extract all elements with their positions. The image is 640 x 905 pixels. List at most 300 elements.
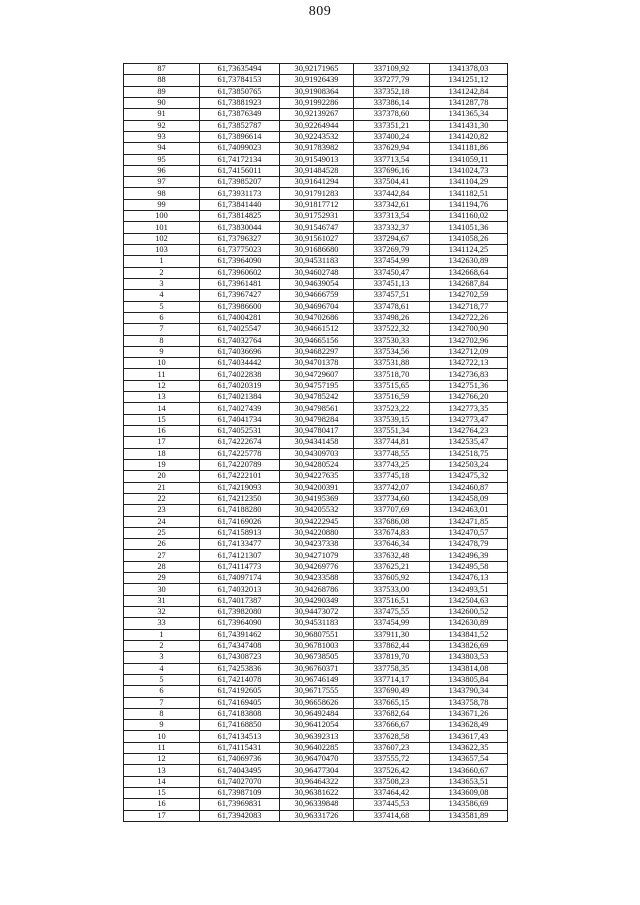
- x-coordinate-cell: 337666,67: [354, 720, 430, 731]
- table-row: [124, 573, 508, 584]
- y-coordinate-cell: 1341365,34: [430, 109, 508, 120]
- y-coordinate-cell: 1342470,57: [430, 527, 508, 538]
- point-number-cell: 11: [124, 742, 200, 753]
- table-row: [124, 245, 508, 256]
- table-row: [124, 561, 508, 572]
- latitude-cell: 61,73969831: [200, 799, 280, 810]
- x-coordinate-cell: 337516,51: [354, 595, 430, 606]
- y-coordinate-cell: 1343622,35: [430, 742, 508, 753]
- point-number-cell: 15: [124, 414, 200, 425]
- latitude-cell: 61,74115431: [200, 742, 280, 753]
- point-number-cell: 4: [124, 663, 200, 674]
- y-coordinate-cell: 1342751,36: [430, 380, 508, 391]
- table-row: [124, 595, 508, 606]
- point-number-cell: 13: [124, 765, 200, 776]
- latitude-cell: 61,74158913: [200, 527, 280, 538]
- longitude-cell: 30,94696704: [280, 301, 354, 312]
- latitude-cell: 61,74133477: [200, 539, 280, 550]
- table-row: [124, 516, 508, 527]
- y-coordinate-cell: 1342722,26: [430, 312, 508, 323]
- point-number-cell: 5: [124, 301, 200, 312]
- table-row: [124, 267, 508, 278]
- point-number-cell: 90: [124, 97, 200, 108]
- point-number-cell: 27: [124, 550, 200, 561]
- longitude-cell: 30,96738505: [280, 652, 354, 663]
- table-row: [124, 154, 508, 165]
- y-coordinate-cell: 1342718,77: [430, 301, 508, 312]
- point-number-cell: 11: [124, 369, 200, 380]
- point-number-cell: 12: [124, 380, 200, 391]
- x-coordinate-cell: 337464,42: [354, 788, 430, 799]
- y-coordinate-cell: 1342518,75: [430, 448, 508, 459]
- table-row: [124, 731, 508, 742]
- point-number-cell: 26: [124, 539, 200, 550]
- longitude-cell: 30,96331726: [280, 810, 354, 821]
- point-number-cell: 95: [124, 154, 200, 165]
- point-number-cell: 1: [124, 256, 200, 267]
- table-row: [124, 697, 508, 708]
- x-coordinate-cell: 337351,21: [354, 120, 430, 131]
- point-number-cell: 10: [124, 731, 200, 742]
- x-coordinate-cell: 337551,34: [354, 426, 430, 437]
- point-number-cell: 87: [124, 64, 200, 75]
- latitude-cell: 61,73964090: [200, 256, 280, 267]
- table-row: [124, 437, 508, 448]
- point-number-cell: 22: [124, 493, 200, 504]
- latitude-cell: 61,74172134: [200, 154, 280, 165]
- latitude-cell: 61,73987109: [200, 788, 280, 799]
- latitude-cell: 61,74222674: [200, 437, 280, 448]
- y-coordinate-cell: 1343803,53: [430, 652, 508, 663]
- point-number-cell: 89: [124, 86, 200, 97]
- x-coordinate-cell: 337819,70: [354, 652, 430, 663]
- point-number-cell: 101: [124, 222, 200, 233]
- y-coordinate-cell: 1342766,20: [430, 392, 508, 403]
- longitude-cell: 30,94280524: [280, 459, 354, 470]
- point-number-cell: 91: [124, 109, 200, 120]
- table-row: [124, 754, 508, 765]
- table-row: [124, 233, 508, 244]
- y-coordinate-cell: 1343586,69: [430, 799, 508, 810]
- point-number-cell: 6: [124, 312, 200, 323]
- latitude-cell: 61,74036696: [200, 346, 280, 357]
- table-row: [124, 199, 508, 210]
- x-coordinate-cell: 337386,14: [354, 97, 430, 108]
- longitude-cell: 30,94237338: [280, 539, 354, 550]
- table-row: [124, 799, 508, 810]
- point-number-cell: 9: [124, 720, 200, 731]
- table-row: [124, 120, 508, 131]
- point-number-cell: 13: [124, 392, 200, 403]
- longitude-cell: 30,91791283: [280, 188, 354, 199]
- longitude-cell: 30,94639054: [280, 278, 354, 289]
- table-row: [124, 471, 508, 482]
- x-coordinate-cell: 337745,18: [354, 471, 430, 482]
- table-row: [124, 788, 508, 799]
- latitude-cell: 61,73964090: [200, 618, 280, 629]
- longitude-cell: 30,94233588: [280, 573, 354, 584]
- point-number-cell: 14: [124, 403, 200, 414]
- table-row: [124, 369, 508, 380]
- latitude-cell: 61,73784153: [200, 75, 280, 86]
- point-number-cell: 21: [124, 482, 200, 493]
- y-coordinate-cell: 1342475,32: [430, 471, 508, 482]
- table-row: [124, 618, 508, 629]
- latitude-cell: 61,74225778: [200, 448, 280, 459]
- x-coordinate-cell: 337451,13: [354, 278, 430, 289]
- table-row: [124, 765, 508, 776]
- table-row: [124, 482, 508, 493]
- x-coordinate-cell: 337450,47: [354, 267, 430, 278]
- point-number-cell: 17: [124, 437, 200, 448]
- table-row: [124, 346, 508, 357]
- x-coordinate-cell: 337414,68: [354, 810, 430, 821]
- longitude-cell: 30,96402285: [280, 742, 354, 753]
- x-coordinate-cell: 337530,33: [354, 335, 430, 346]
- y-coordinate-cell: 1342668,64: [430, 267, 508, 278]
- latitude-cell: 61,74192605: [200, 686, 280, 697]
- x-coordinate-cell: 337686,08: [354, 516, 430, 527]
- y-coordinate-cell: 1343671,26: [430, 708, 508, 719]
- latitude-cell: 61,74017387: [200, 595, 280, 606]
- x-coordinate-cell: 337516,59: [354, 392, 430, 403]
- latitude-cell: 61,74099023: [200, 143, 280, 154]
- x-coordinate-cell: 337445,53: [354, 799, 430, 810]
- table-row: [124, 810, 508, 821]
- x-coordinate-cell: 337758,35: [354, 663, 430, 674]
- point-number-cell: 99: [124, 199, 200, 210]
- longitude-cell: 30,96464322: [280, 776, 354, 787]
- longitude-cell: 30,96412054: [280, 720, 354, 731]
- latitude-cell: 61,73635494: [200, 64, 280, 75]
- longitude-cell: 30,96717555: [280, 686, 354, 697]
- latitude-cell: 61,74069736: [200, 754, 280, 765]
- longitude-cell: 30,91641294: [280, 177, 354, 188]
- y-coordinate-cell: 1342773,47: [430, 414, 508, 425]
- table-row: [124, 426, 508, 437]
- longitude-cell: 30,96381622: [280, 788, 354, 799]
- y-coordinate-cell: 1341024,73: [430, 165, 508, 176]
- y-coordinate-cell: 1341181,86: [430, 143, 508, 154]
- x-coordinate-cell: 337277,79: [354, 75, 430, 86]
- x-coordinate-cell: 337742,07: [354, 482, 430, 493]
- latitude-cell: 61,73814825: [200, 211, 280, 222]
- y-coordinate-cell: 1342495,58: [430, 561, 508, 572]
- x-coordinate-cell: 337628,58: [354, 731, 430, 742]
- longitude-cell: 30,94473072: [280, 607, 354, 618]
- table-row: [124, 312, 508, 323]
- longitude-cell: 30,91546747: [280, 222, 354, 233]
- point-number-cell: 29: [124, 573, 200, 584]
- latitude-cell: 61,74212350: [200, 493, 280, 504]
- latitude-cell: 61,73876349: [200, 109, 280, 120]
- table-row: [124, 652, 508, 663]
- longitude-cell: 30,91561027: [280, 233, 354, 244]
- coordinates-table: [123, 63, 508, 822]
- y-coordinate-cell: 1341287,78: [430, 97, 508, 108]
- y-coordinate-cell: 1342535,47: [430, 437, 508, 448]
- longitude-cell: 30,94309703: [280, 448, 354, 459]
- point-number-cell: 32: [124, 607, 200, 618]
- longitude-cell: 30,92171965: [280, 64, 354, 75]
- latitude-cell: 61,73881923: [200, 97, 280, 108]
- latitude-cell: 61,73841440: [200, 199, 280, 210]
- table-row: [124, 75, 508, 86]
- table-row: [124, 459, 508, 470]
- x-coordinate-cell: 337378,60: [354, 109, 430, 120]
- y-coordinate-cell: 1341431,30: [430, 120, 508, 131]
- table-row: [124, 403, 508, 414]
- table-row: [124, 674, 508, 685]
- y-coordinate-cell: 1342493,51: [430, 584, 508, 595]
- y-coordinate-cell: 1343609,08: [430, 788, 508, 799]
- table-row: [124, 143, 508, 154]
- longitude-cell: 30,94729607: [280, 369, 354, 380]
- x-coordinate-cell: 337714,17: [354, 674, 430, 685]
- point-number-cell: 30: [124, 584, 200, 595]
- x-coordinate-cell: 337342,61: [354, 199, 430, 210]
- x-coordinate-cell: 337400,24: [354, 131, 430, 142]
- point-number-cell: 20: [124, 471, 200, 482]
- longitude-cell: 30,96392313: [280, 731, 354, 742]
- y-coordinate-cell: 1343814,08: [430, 663, 508, 674]
- x-coordinate-cell: 337862,44: [354, 640, 430, 651]
- table-row: [124, 177, 508, 188]
- latitude-cell: 61,74052531: [200, 426, 280, 437]
- latitude-cell: 61,74021384: [200, 392, 280, 403]
- x-coordinate-cell: 337625,21: [354, 561, 430, 572]
- x-coordinate-cell: 337607,23: [354, 742, 430, 753]
- y-coordinate-cell: 1342478,79: [430, 539, 508, 550]
- table-row: [124, 663, 508, 674]
- latitude-cell: 61,74121307: [200, 550, 280, 561]
- longitude-cell: 30,96492484: [280, 708, 354, 719]
- point-number-cell: 94: [124, 143, 200, 154]
- latitude-cell: 61,74188280: [200, 505, 280, 516]
- y-coordinate-cell: 1343653,51: [430, 776, 508, 787]
- y-coordinate-cell: 1342712,09: [430, 346, 508, 357]
- latitude-cell: 61,74308723: [200, 652, 280, 663]
- point-number-cell: 19: [124, 459, 200, 470]
- y-coordinate-cell: 1342471,85: [430, 516, 508, 527]
- table-row: [124, 742, 508, 753]
- y-coordinate-cell: 1341059,11: [430, 154, 508, 165]
- table-row: [124, 539, 508, 550]
- x-coordinate-cell: 337504,41: [354, 177, 430, 188]
- latitude-cell: 61,73852787: [200, 120, 280, 131]
- y-coordinate-cell: 1342458,09: [430, 493, 508, 504]
- x-coordinate-cell: 337475,55: [354, 607, 430, 618]
- y-coordinate-cell: 1341051,36: [430, 222, 508, 233]
- table-row: [124, 64, 508, 75]
- longitude-cell: 30,94602748: [280, 267, 354, 278]
- longitude-cell: 30,96746149: [280, 674, 354, 685]
- latitude-cell: 61,74183808: [200, 708, 280, 719]
- latitude-cell: 61,74043495: [200, 765, 280, 776]
- latitude-cell: 61,74253836: [200, 663, 280, 674]
- table-row: [124, 324, 508, 335]
- y-coordinate-cell: 1343805,84: [430, 674, 508, 685]
- point-number-cell: 96: [124, 165, 200, 176]
- longitude-cell: 30,94661512: [280, 324, 354, 335]
- x-coordinate-cell: 337632,48: [354, 550, 430, 561]
- y-coordinate-cell: 1342504,63: [430, 595, 508, 606]
- longitude-cell: 30,94271079: [280, 550, 354, 561]
- longitude-cell: 30,94220880: [280, 527, 354, 538]
- longitude-cell: 30,96470470: [280, 754, 354, 765]
- point-number-cell: 24: [124, 516, 200, 527]
- point-number-cell: 12: [124, 754, 200, 765]
- longitude-cell: 30,91686680: [280, 245, 354, 256]
- point-number-cell: 4: [124, 290, 200, 301]
- latitude-cell: 61,74214078: [200, 674, 280, 685]
- x-coordinate-cell: 337352,18: [354, 86, 430, 97]
- point-number-cell: 15: [124, 788, 200, 799]
- latitude-cell: 61,73985207: [200, 177, 280, 188]
- table-row: [124, 358, 508, 369]
- point-number-cell: 2: [124, 267, 200, 278]
- y-coordinate-cell: 1341378,03: [430, 64, 508, 75]
- latitude-cell: 61,73961481: [200, 278, 280, 289]
- point-number-cell: 102: [124, 233, 200, 244]
- longitude-cell: 30,96760371: [280, 663, 354, 674]
- table-row: [124, 109, 508, 120]
- table-row: [124, 607, 508, 618]
- point-number-cell: 5: [124, 674, 200, 685]
- x-coordinate-cell: 337674,83: [354, 527, 430, 538]
- latitude-cell: 61,74097174: [200, 573, 280, 584]
- y-coordinate-cell: 1342700,90: [430, 324, 508, 335]
- point-number-cell: 16: [124, 799, 200, 810]
- x-coordinate-cell: 337442,84: [354, 188, 430, 199]
- x-coordinate-cell: 337696,16: [354, 165, 430, 176]
- table-row: [124, 256, 508, 267]
- y-coordinate-cell: 1341182,51: [430, 188, 508, 199]
- table-row: [124, 629, 508, 640]
- longitude-cell: 30,91926439: [280, 75, 354, 86]
- latitude-cell: 61,74347408: [200, 640, 280, 651]
- table-row: [124, 414, 508, 425]
- y-coordinate-cell: 1342702,96: [430, 335, 508, 346]
- y-coordinate-cell: 1341194,76: [430, 199, 508, 210]
- y-coordinate-cell: 1343826,69: [430, 640, 508, 651]
- latitude-cell: 61,73850765: [200, 86, 280, 97]
- table-row: [124, 550, 508, 561]
- y-coordinate-cell: 1342702,59: [430, 290, 508, 301]
- point-number-cell: 7: [124, 324, 200, 335]
- latitude-cell: 61,73775023: [200, 245, 280, 256]
- table-row: [124, 686, 508, 697]
- x-coordinate-cell: 337555,72: [354, 754, 430, 765]
- y-coordinate-cell: 1341160,02: [430, 211, 508, 222]
- table-row: [124, 222, 508, 233]
- table-row: [124, 290, 508, 301]
- point-number-cell: 6: [124, 686, 200, 697]
- table-row: [124, 131, 508, 142]
- x-coordinate-cell: 337734,60: [354, 493, 430, 504]
- point-number-cell: 1: [124, 629, 200, 640]
- longitude-cell: 30,92139267: [280, 109, 354, 120]
- table-row: [124, 165, 508, 176]
- y-coordinate-cell: 1343628,49: [430, 720, 508, 731]
- point-number-cell: 98: [124, 188, 200, 199]
- latitude-cell: 61,74169026: [200, 516, 280, 527]
- longitude-cell: 30,94780417: [280, 426, 354, 437]
- latitude-cell: 61,73967427: [200, 290, 280, 301]
- latitude-cell: 61,74020319: [200, 380, 280, 391]
- latitude-cell: 61,74025547: [200, 324, 280, 335]
- table-row: [124, 493, 508, 504]
- x-coordinate-cell: 337457,51: [354, 290, 430, 301]
- longitude-cell: 30,94531183: [280, 256, 354, 267]
- y-coordinate-cell: 1341124,25: [430, 245, 508, 256]
- x-coordinate-cell: 337313,54: [354, 211, 430, 222]
- longitude-cell: 30,91908364: [280, 86, 354, 97]
- y-coordinate-cell: 1341104,29: [430, 177, 508, 188]
- y-coordinate-cell: 1342600,52: [430, 607, 508, 618]
- y-coordinate-cell: 1343790,34: [430, 686, 508, 697]
- latitude-cell: 61,74034442: [200, 358, 280, 369]
- coordinates-table-body: [124, 64, 508, 822]
- table-row: [124, 448, 508, 459]
- longitude-cell: 30,94268786: [280, 584, 354, 595]
- table-row: [124, 584, 508, 595]
- table-row: [124, 335, 508, 346]
- longitude-cell: 30,96658626: [280, 697, 354, 708]
- point-number-cell: 33: [124, 618, 200, 629]
- x-coordinate-cell: 337665,15: [354, 697, 430, 708]
- table-row: [124, 86, 508, 97]
- point-number-cell: 23: [124, 505, 200, 516]
- latitude-cell: 61,74032013: [200, 584, 280, 595]
- longitude-cell: 30,94227635: [280, 471, 354, 482]
- point-number-cell: 97: [124, 177, 200, 188]
- page-number: 809: [308, 4, 332, 19]
- longitude-cell: 30,94798561: [280, 403, 354, 414]
- longitude-cell: 30,94701378: [280, 358, 354, 369]
- longitude-cell: 30,94222945: [280, 516, 354, 527]
- latitude-cell: 61,74220789: [200, 459, 280, 470]
- point-number-cell: 10: [124, 358, 200, 369]
- longitude-cell: 30,96477304: [280, 765, 354, 776]
- longitude-cell: 30,94666759: [280, 290, 354, 301]
- x-coordinate-cell: 337478,61: [354, 301, 430, 312]
- longitude-cell: 30,94195369: [280, 493, 354, 504]
- latitude-cell: 61,73830044: [200, 222, 280, 233]
- y-coordinate-cell: 1343657,54: [430, 754, 508, 765]
- latitude-cell: 61,74027439: [200, 403, 280, 414]
- latitude-cell: 61,74027070: [200, 776, 280, 787]
- y-coordinate-cell: 1342630,89: [430, 618, 508, 629]
- table-row: [124, 211, 508, 222]
- longitude-cell: 30,94341458: [280, 437, 354, 448]
- y-coordinate-cell: 1342463,01: [430, 505, 508, 516]
- y-coordinate-cell: 1341420,82: [430, 131, 508, 142]
- point-number-cell: 2: [124, 640, 200, 651]
- x-coordinate-cell: 337508,23: [354, 776, 430, 787]
- x-coordinate-cell: 337454,99: [354, 618, 430, 629]
- latitude-cell: 61,74156011: [200, 165, 280, 176]
- x-coordinate-cell: 337109,92: [354, 64, 430, 75]
- point-number-cell: 14: [124, 776, 200, 787]
- longitude-cell: 30,91817712: [280, 199, 354, 210]
- y-coordinate-cell: 1341242,84: [430, 86, 508, 97]
- longitude-cell: 30,92264944: [280, 120, 354, 131]
- point-number-cell: 17: [124, 810, 200, 821]
- longitude-cell: 30,94682297: [280, 346, 354, 357]
- point-number-cell: 92: [124, 120, 200, 131]
- y-coordinate-cell: 1343758,78: [430, 697, 508, 708]
